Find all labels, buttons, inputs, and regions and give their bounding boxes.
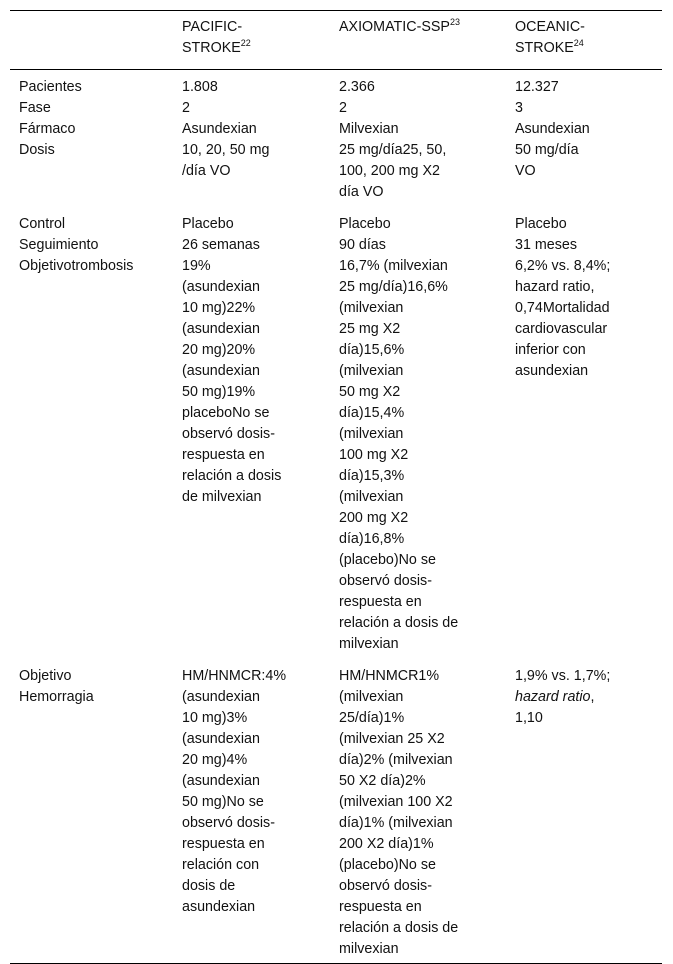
cell-line: observó dosis- [339, 573, 432, 589]
cell-line: 20 mg)4% [182, 752, 248, 768]
header-text: PACIFIC- [182, 19, 243, 35]
cell-line: 0,74Mortalidad [515, 300, 610, 316]
cell-line: /día VO [182, 163, 231, 179]
table-row-objetivo-trombosis [10, 256, 662, 655]
cell-axiomatic: Placebo [339, 216, 391, 232]
cell-line: (asundexian [182, 689, 260, 705]
cell-line: 50 mg X2 [339, 384, 401, 400]
cell-text [515, 256, 662, 382]
cell-oceanic: Placebo [515, 216, 567, 232]
cell-line: observó dosis- [182, 815, 275, 831]
cell-line: día)1% (milvexian [339, 815, 453, 831]
table-body [10, 70, 662, 964]
row-label: Fase [19, 100, 51, 116]
cell-line: (asundexian [182, 321, 260, 337]
cell-line: (placebo)No se [339, 857, 436, 873]
cell-oceanic [515, 140, 662, 203]
header-empty-cell [10, 11, 182, 70]
cell-line: 1,10 [515, 710, 543, 726]
cell-pacific: 2 [182, 100, 190, 116]
cell-oceanic: 3 [515, 100, 523, 116]
cell-text [339, 140, 515, 203]
cell-line: cardiovascular [515, 321, 608, 337]
cell-line: Hemorragia [19, 689, 94, 705]
cell-line: respuesta en [182, 447, 265, 463]
cell-line: relación con [182, 857, 260, 873]
cell-line: 25 mg X2 [339, 321, 401, 337]
cell-oceanic: 12.327 [515, 79, 559, 95]
cell-line: 10, 20, 50 mg [182, 142, 270, 158]
cell-pacific [182, 256, 339, 655]
table-row-seguimiento [10, 235, 662, 256]
row-label: Objetivotrombosis [19, 258, 134, 274]
cell-line: hazard ratio, [515, 279, 595, 295]
cell-oceanic: 31 meses [515, 237, 577, 253]
cell-line: , [590, 689, 595, 705]
cell-line: (asundexian [182, 773, 260, 789]
cell-line: día)15,3% [339, 468, 405, 484]
cell-line: (milvexian 25 X2 [339, 731, 445, 747]
cell-line-italic: hazard ratio [515, 689, 591, 705]
cell-line: milvexian [339, 636, 399, 652]
cell-line: 10 mg)22% [182, 300, 256, 316]
cell-pacific [182, 655, 339, 964]
cell-line: (milvexian [339, 489, 404, 505]
cell-line: (asundexian [182, 363, 260, 379]
cell-line: 20 mg)20% [182, 342, 256, 358]
cell-line: placeboNo se [182, 405, 270, 421]
cell-line: de milvexian [182, 489, 262, 505]
cell-oceanic [515, 655, 662, 964]
cell-oceanic [515, 256, 662, 655]
cell-line: relación a dosis de [339, 615, 459, 631]
cell-line: observó dosis- [182, 426, 275, 442]
cell-line: Objetivo [19, 668, 72, 684]
cell-line: respuesta en [339, 899, 422, 915]
reference-number: 24 [573, 38, 584, 49]
cell-line: 19% [182, 258, 211, 274]
row-label: Pacientes [19, 79, 82, 95]
cell-line: 6,2% vs. 8,4%; [515, 258, 611, 274]
cell-pacific: Asundexian [182, 121, 257, 137]
table-row-control [10, 203, 662, 235]
cell-line: VO [515, 163, 536, 179]
cell-line: día)2% (milvexian [339, 752, 453, 768]
cell-line: (milvexian 100 X2 [339, 794, 453, 810]
cell-line: (asundexian [182, 731, 260, 747]
cell-line: 25/día)1% [339, 710, 405, 726]
cell-pacific [182, 140, 339, 203]
cell-line: 50 mg/día [515, 142, 579, 158]
cell-line: respuesta en [182, 836, 265, 852]
cell-axiomatic [339, 256, 515, 655]
header-text: STROKE [515, 40, 574, 56]
cell-line: día)15,6% [339, 342, 405, 358]
header-text: AXIOMATIC-SSP [339, 19, 450, 35]
cell-text [182, 666, 339, 918]
cell-line: (milvexian [339, 426, 404, 442]
row-label: Control [19, 216, 66, 232]
cell-text [515, 666, 662, 729]
table-row-dosis [10, 140, 662, 203]
cell-line: 10 mg)3% [182, 710, 248, 726]
cell-line: 16,7% (milvexian [339, 258, 448, 274]
cell-line: día VO [339, 184, 384, 200]
cell-pacific: 1.808 [182, 79, 218, 95]
reference-number: 22 [240, 38, 251, 49]
cell-line: (milvexian [339, 689, 404, 705]
cell-line: dosis de [182, 878, 236, 894]
table-header [10, 11, 662, 70]
cell-axiomatic: 2 [339, 100, 347, 116]
row-label: Seguimiento [19, 237, 99, 253]
cell-axiomatic: Milvexian [339, 121, 399, 137]
table-row-pacientes [10, 70, 662, 99]
header-text: OCEANIC- [515, 19, 585, 35]
cell-line: (milvexian [339, 363, 404, 379]
reference-number: 23 [449, 17, 460, 28]
cell-axiomatic [339, 655, 515, 964]
cell-line: observó dosis- [339, 878, 432, 894]
header-row [10, 11, 662, 70]
cell-line: 1,9% vs. 1,7%; [515, 668, 611, 684]
cell-line: 25 mg/día25, 50, [339, 142, 447, 158]
cell-line: (asundexian [182, 279, 260, 295]
cell-line: respuesta en [339, 594, 422, 610]
cell-line: 100, 200 mg X2 [339, 163, 440, 179]
table-row-farmaco [10, 119, 662, 140]
cell-axiomatic [339, 140, 515, 203]
cell-axiomatic: 2.366 [339, 79, 375, 95]
row-label: Fármaco [19, 121, 76, 137]
cell-text [19, 666, 182, 708]
cell-text [515, 140, 662, 182]
cell-line: inferior con [515, 342, 586, 358]
cell-line: (placebo)No se [339, 552, 436, 568]
cell-line: 25 mg/día)16,6% [339, 279, 448, 295]
cell-text [182, 140, 339, 182]
cell-text [339, 666, 515, 960]
row-label: Dosis [19, 142, 55, 158]
row-label [10, 655, 182, 964]
cell-text [339, 256, 515, 655]
cell-line: relación a dosis [182, 468, 282, 484]
header-pacific-stroke [182, 11, 339, 70]
table-row-objetivo-hemorragia [10, 655, 662, 964]
cell-line: 200 X2 día)1% [339, 836, 434, 852]
comparison-table [10, 10, 662, 964]
cell-line: milvexian [339, 941, 399, 957]
cell-line: 100 mg X2 [339, 447, 409, 463]
header-text: STROKE [182, 40, 241, 56]
cell-line: 50 mg)No se [182, 794, 264, 810]
cell-line: día)16,8% [339, 531, 405, 547]
cell-line: relación a dosis de [339, 920, 459, 936]
cell-oceanic: Asundexian [515, 121, 590, 137]
cell-axiomatic: 90 días [339, 237, 386, 253]
header-axiomatic-ssp [339, 11, 515, 70]
cell-line: (milvexian [339, 300, 404, 316]
cell-line: HM/HNMCR1% [339, 668, 440, 684]
cell-line: 200 mg X2 [339, 510, 409, 526]
cell-line: día)15,4% [339, 405, 405, 421]
cell-line: asundexian [182, 899, 256, 915]
cell-pacific: Placebo [182, 216, 234, 232]
cell-line: HM/HNMCR:4% [182, 668, 287, 684]
cell-pacific: 26 semanas [182, 237, 260, 253]
table-row-fase [10, 98, 662, 119]
cell-line: 50 mg)19% [182, 384, 256, 400]
cell-line: 50 X2 día)2% [339, 773, 426, 789]
cell-line: asundexian [515, 363, 589, 379]
header-oceanic-stroke [515, 11, 662, 70]
cell-text [182, 256, 339, 508]
